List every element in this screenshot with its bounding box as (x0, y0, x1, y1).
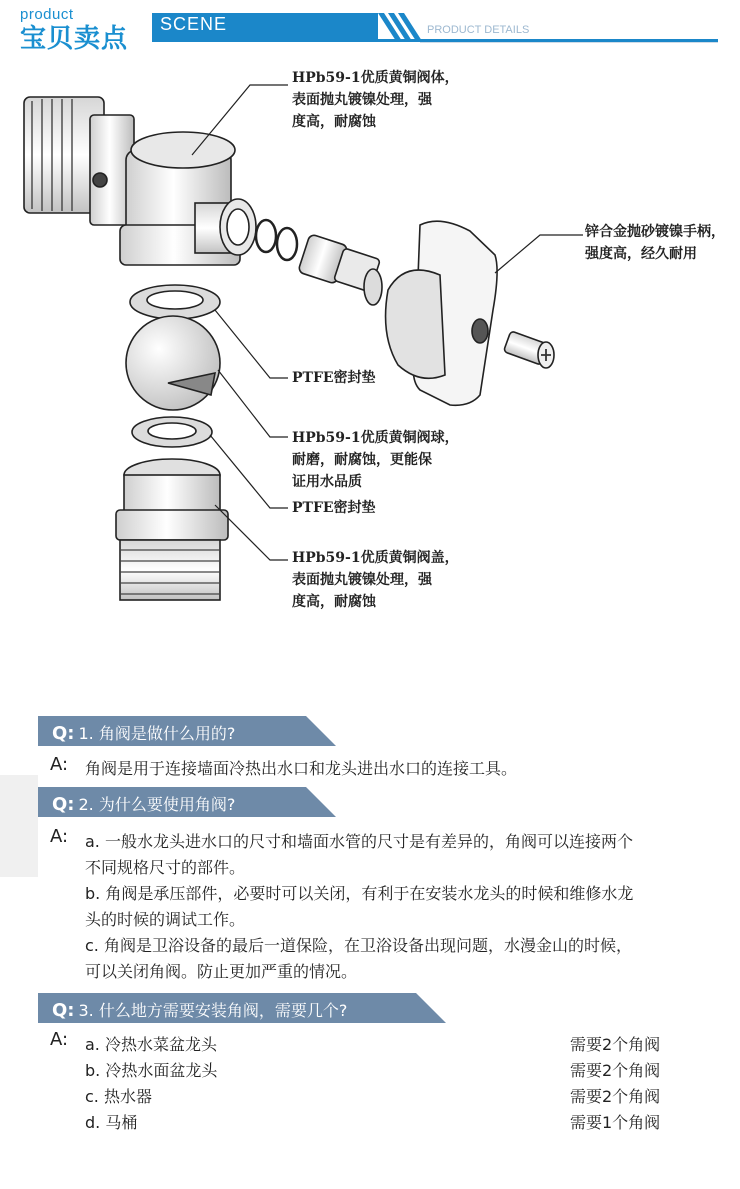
valve-handle (386, 221, 498, 405)
ptfe-seal-1 (130, 285, 220, 319)
valve-count: 需要2个角阀 (570, 1087, 661, 1106)
location-item: a. 冷热水菜盆龙头 (85, 1035, 217, 1054)
valve-cap (116, 459, 228, 600)
threaded-inlet (24, 97, 134, 225)
valve-count: 需要2个角阀 (570, 1061, 661, 1080)
ptfe-seal-2 (132, 417, 212, 447)
page-header (0, 0, 740, 60)
valve-ball (126, 316, 220, 410)
a-label: A: (50, 754, 69, 775)
valve-count: 需要2个角阀 (570, 1035, 661, 1054)
question-2-text: 2. 为什么要使用角阀? (78, 795, 236, 814)
question-1-text: 1. 角阀是做什么用的? (78, 724, 236, 743)
brand-chinese: 宝贝卖点 (20, 24, 129, 54)
callout-cap: HPb59-1优质黄铜阀盖， 表面抛丸镀镍处理，强 度高，耐腐蚀 (292, 550, 459, 610)
callout-handle: 锌合金抛砂镀镍手柄， 强度高，经久耐用 (585, 224, 725, 262)
valve-spindle (298, 234, 382, 305)
callout-ptfe-seal-2: PTFE密封垫 (292, 500, 376, 516)
a-label: A: (50, 826, 69, 847)
header-divider-thin (420, 42, 718, 43)
handle-screw (503, 331, 554, 368)
callout-ptfe-seal-1: PTFE密封垫 (292, 370, 376, 386)
answer-2-line: c. 角阀是卫浴设备的最后一道保险，在卫浴设备出现问题，水漫金山的时候， (85, 936, 632, 955)
side-gray-block (0, 775, 38, 877)
q-label: Q: (52, 1000, 75, 1021)
valve-body (120, 132, 256, 265)
answer-2-line: a. 一般水龙头进水口的尺寸和墙面水管的尺寸是有差异的，角阀可以连接两个 (85, 832, 633, 851)
location-item: c. 热水器 (85, 1087, 152, 1106)
q-label: Q: (52, 723, 75, 744)
callout-ball: HPb59-1优质黄铜阀球， 耐磨，耐腐蚀，更能保 证用水品质 (292, 430, 459, 490)
exploded-valve-diagram (0, 55, 740, 655)
scene-label: SCENE (160, 14, 228, 34)
answer-1-text: 角阀是用于连接墙面冷热出水口和龙头进出水口的连接工具。 (85, 759, 518, 778)
q-label: Q: (52, 794, 75, 815)
answer-2-line: 可以关闭角阀。防止更加严重的情况。 (85, 962, 358, 981)
answer-2-line: 头的时候的调试工作。 (85, 910, 246, 929)
question-2-bar (38, 787, 338, 817)
o-ring-2 (277, 228, 297, 260)
a-label: A: (50, 1029, 69, 1050)
location-item: b. 冷热水面盆龙头 (85, 1061, 218, 1080)
answer-2-line: b. 角阀是承压部件，必要时可以关闭，有利于在安装水龙头的时候和维修水龙 (85, 884, 634, 903)
question-1-bar (38, 716, 338, 746)
brand-english: product (20, 6, 74, 23)
product-details-label: PRODUCT DETAILS (427, 24, 530, 36)
answer-2-line: 不同规格尺寸的部件。 (85, 858, 246, 877)
callout-valve-body: HPb59-1优质黄铜阀体， 表面抛丸镀镍处理，强 度高，耐腐蚀 (292, 70, 459, 130)
valve-count: 需要1个角阀 (570, 1113, 661, 1132)
question-3-text: 3. 什么地方需要安装角阀，需要几个? (78, 1001, 348, 1020)
location-item: d. 马桶 (85, 1113, 138, 1132)
o-ring-1 (256, 220, 276, 252)
stripes-decoration (372, 13, 428, 41)
question-3-bar (38, 993, 448, 1023)
